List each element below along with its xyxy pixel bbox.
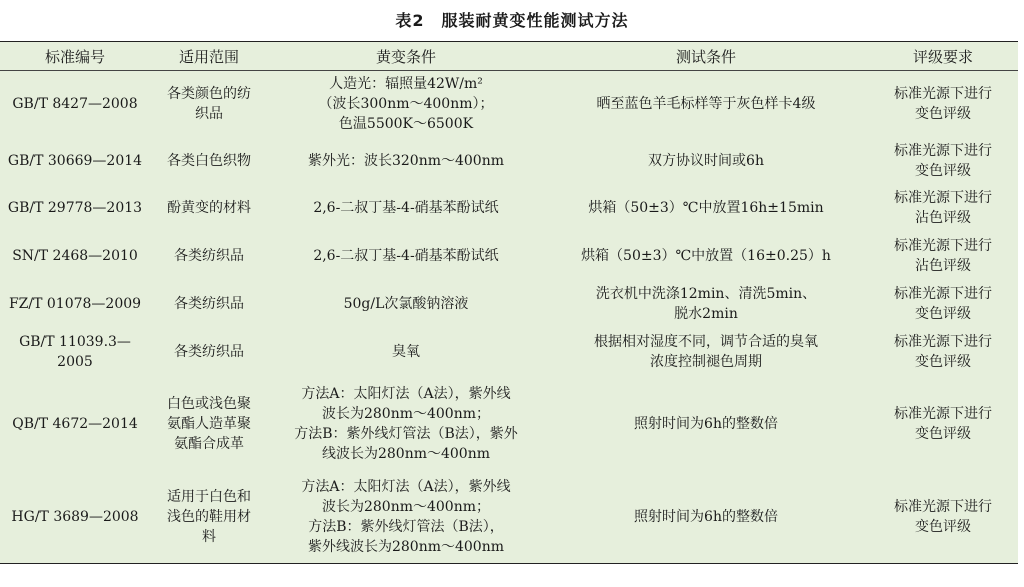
standard-cell bbox=[0, 376, 150, 472]
cell-text-line: 烘箱（50±3）℃中放置16h±15min bbox=[588, 199, 824, 216]
scope-cell bbox=[150, 232, 268, 280]
cell-text-line: 色温5500K～6500K bbox=[338, 116, 474, 133]
cell-text-line: （波长300nm～400nm）； bbox=[318, 96, 494, 113]
cell-text-line: 50g/L次氯酸钠溶液 bbox=[343, 295, 469, 312]
cell-text-line: GB/T 29778—2013 bbox=[7, 199, 143, 216]
header-yellowing-condition: 黄变条件 bbox=[375, 47, 436, 66]
yellowing-condition-cell bbox=[268, 184, 544, 232]
cell-text-line: 标准光源下进行 bbox=[894, 405, 992, 422]
yellowing-condition-cell bbox=[268, 328, 544, 376]
test-condition-cell bbox=[544, 472, 868, 564]
cell-text-line: 晒至蓝色羊毛标样等于灰色样卡4级 bbox=[596, 96, 816, 113]
header-grading: 评级要求 bbox=[912, 47, 973, 66]
cell-text-line: 变色评级 bbox=[915, 353, 971, 370]
standard-cell bbox=[0, 472, 150, 564]
yellowing-condition-cell bbox=[268, 232, 544, 280]
standard-cell bbox=[0, 232, 150, 280]
grading-cell bbox=[868, 232, 1018, 280]
cell-text-line: 白色或浅色聚 bbox=[167, 395, 251, 412]
test-condition-cell bbox=[544, 280, 868, 328]
cell-text-line: 变色评级 bbox=[915, 519, 971, 536]
cell-text-line: 2,6-二叔丁基-4-硝基苯酚试纸 bbox=[313, 247, 499, 264]
standard-cell bbox=[0, 184, 150, 232]
grading-cell bbox=[868, 71, 1018, 138]
cell-text-line: 波长为280nm～400nm； bbox=[321, 499, 491, 516]
scope-cell bbox=[150, 71, 268, 138]
grading-cell bbox=[868, 184, 1018, 232]
cell-text-line: 标准光源下进行 bbox=[894, 333, 992, 350]
table-caption: 表2 服装耐黄变性能测试方法 bbox=[395, 11, 629, 30]
cell-text-line: 织品 bbox=[195, 106, 223, 123]
cell-text-line: 标准光源下进行 bbox=[894, 142, 992, 159]
standard-cell bbox=[0, 328, 150, 376]
standard-cell bbox=[0, 71, 150, 138]
cell-text-line: 标准光源下进行 bbox=[894, 237, 992, 254]
cell-text-line: 浅色的鞋用材 bbox=[167, 509, 251, 526]
cell-text-line: GB/T 11039.3— bbox=[19, 333, 131, 350]
header-standard: 标准编号 bbox=[44, 47, 105, 66]
cell-text-line: 2005 bbox=[57, 353, 93, 370]
cell-text-line: GB/T 8427—2008 bbox=[12, 96, 138, 113]
test-condition-cell bbox=[544, 138, 868, 184]
cell-text-line: 双方协议时间或6h bbox=[648, 152, 764, 169]
scope-cell bbox=[150, 138, 268, 184]
cell-text-line: 照射时间为6h的整数倍 bbox=[634, 509, 778, 526]
cell-text-line: QB/T 4672—2014 bbox=[12, 415, 138, 432]
cell-text-line: 各类颜色的纺 bbox=[167, 86, 251, 103]
cell-text-line: 氨酯人造革聚 bbox=[167, 415, 251, 432]
standard-cell bbox=[0, 138, 150, 184]
cell-text-line: FZ/T 01078—2009 bbox=[8, 295, 142, 312]
cell-text-line: 方法B：紫外线灯管法（B法）， bbox=[308, 519, 504, 536]
cell-text-line: HG/T 3689—2008 bbox=[11, 509, 139, 526]
scope-cell bbox=[150, 376, 268, 472]
yellowing-condition-cell bbox=[268, 376, 544, 472]
table-row bbox=[0, 280, 1018, 328]
scope-cell bbox=[150, 280, 268, 328]
header-test-condition: 测试条件 bbox=[675, 47, 736, 66]
cell-text-line: 沾色评级 bbox=[915, 257, 971, 274]
test-condition-cell bbox=[544, 71, 868, 138]
cell-text-line: 各类纺织品 bbox=[174, 343, 244, 360]
test-condition-cell bbox=[544, 328, 868, 376]
cell-text-line: 紫外光：波长320nm～400nm bbox=[307, 152, 505, 169]
cell-text-line: 酚黄变的材料 bbox=[167, 199, 251, 216]
cell-text-line: 方法A：太阳灯法（A法），紫外线 bbox=[301, 479, 511, 496]
table-row bbox=[0, 376, 1018, 472]
cell-text-line: 标准光源下进行 bbox=[894, 189, 992, 206]
cell-text-line: 标准光源下进行 bbox=[894, 86, 992, 103]
table-row bbox=[0, 71, 1018, 138]
cell-text-line: 臭氧 bbox=[392, 343, 420, 360]
test-condition-cell bbox=[544, 232, 868, 280]
grading-cell bbox=[868, 472, 1018, 564]
cell-text-line: 根据相对湿度不同，调节合适的臭氧 bbox=[594, 333, 818, 350]
cell-text-line: 人造光：辐照量42W/m² bbox=[329, 76, 483, 93]
cell-text-line: 紫外线波长为280nm～400nm bbox=[307, 539, 505, 556]
test-condition-cell bbox=[544, 376, 868, 472]
cell-text-line: GB/T 30669—2014 bbox=[7, 152, 143, 169]
table-row bbox=[0, 138, 1018, 184]
cell-text-line: 变色评级 bbox=[915, 162, 971, 179]
cell-text-line: 变色评级 bbox=[915, 106, 971, 123]
cell-text-line: 标准光源下进行 bbox=[894, 499, 992, 516]
yellowing-condition-cell bbox=[268, 472, 544, 564]
cell-text-line: 各类白色织物 bbox=[167, 152, 251, 169]
cell-text-line: 2,6-二叔丁基-4-硝基苯酚试纸 bbox=[313, 199, 499, 216]
grading-cell bbox=[868, 138, 1018, 184]
grading-cell bbox=[868, 280, 1018, 328]
header-scope: 适用范围 bbox=[178, 47, 239, 66]
scope-cell bbox=[150, 184, 268, 232]
grading-cell bbox=[868, 328, 1018, 376]
scope-cell bbox=[150, 472, 268, 564]
cell-text-line: 各类纺织品 bbox=[174, 247, 244, 264]
cell-text-line: 适用于白色和 bbox=[167, 489, 251, 506]
cell-text-line: 沾色评级 bbox=[915, 209, 971, 226]
table-row bbox=[0, 472, 1018, 564]
standard-cell bbox=[0, 280, 150, 328]
table-row bbox=[0, 184, 1018, 232]
cell-text-line: SN/T 2468—2010 bbox=[12, 247, 138, 264]
table-row bbox=[0, 232, 1018, 280]
cell-text-line: 方法A：太阳灯法（A法），紫外线 bbox=[301, 385, 511, 402]
cell-text-line: 料 bbox=[202, 529, 216, 546]
cell-text-line: 烘箱（50±3）℃中放置（16±0.25）h bbox=[581, 247, 831, 264]
test-condition-cell bbox=[544, 184, 868, 232]
cell-text-line: 方法B：紫外线灯管法（B法），紫外 bbox=[294, 425, 518, 442]
grading-cell bbox=[868, 376, 1018, 472]
cell-text-line: 波长为280nm～400nm； bbox=[321, 405, 491, 422]
cell-text-line: 变色评级 bbox=[915, 305, 971, 322]
cell-text-line: 脱水2min bbox=[674, 305, 738, 322]
table-row bbox=[0, 328, 1018, 376]
yellowing-condition-cell bbox=[268, 71, 544, 138]
cell-text-line: 变色评级 bbox=[915, 425, 971, 442]
yellowing-condition-cell bbox=[268, 138, 544, 184]
yellowing-condition-cell bbox=[268, 280, 544, 328]
cell-text-line: 线波长为280nm～400nm bbox=[321, 445, 491, 462]
cell-text-line: 浓度控制褪色周期 bbox=[650, 353, 762, 370]
cell-text-line: 标准光源下进行 bbox=[894, 285, 992, 302]
cell-text-line: 氨酯合成革 bbox=[174, 435, 244, 452]
cell-text-line: 照射时间为6h的整数倍 bbox=[634, 415, 778, 432]
test-methods-table bbox=[0, 41, 1018, 564]
scope-cell bbox=[150, 328, 268, 376]
table-header-row bbox=[0, 42, 1018, 71]
cell-text-line: 各类纺织品 bbox=[174, 295, 244, 312]
cell-text-line: 洗衣机中洗涤12min、清洗5min、 bbox=[595, 285, 817, 302]
